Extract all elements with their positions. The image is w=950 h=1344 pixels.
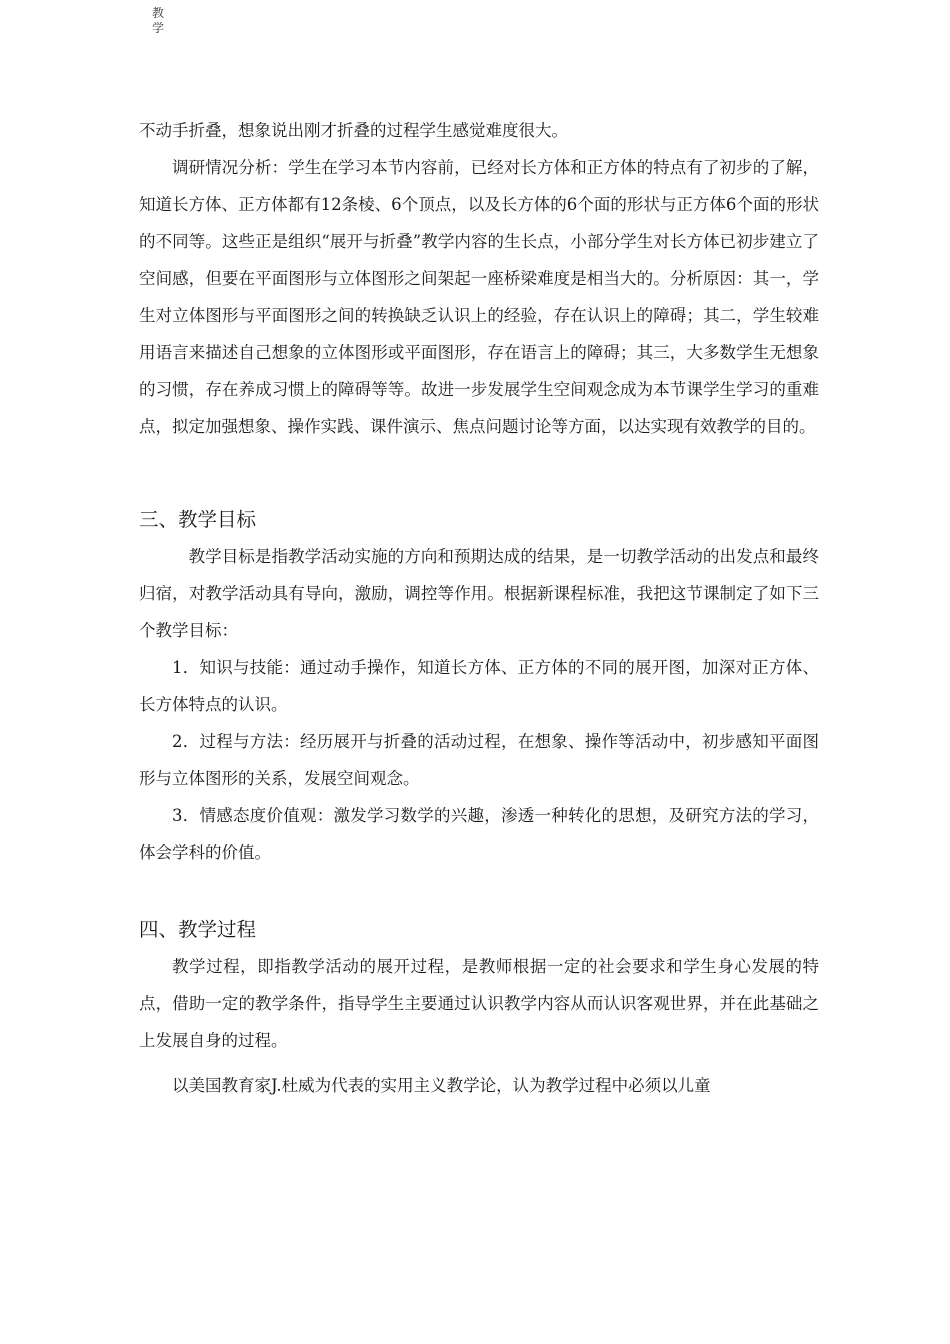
paragraph-dewey: 以美国教育家J.杜威为代表的实用主义教学论，认为教学过程中必须以儿童 — [172, 1076, 711, 1095]
section-heading-teaching-process: 四、教学过程 — [139, 918, 257, 941]
goal-item-process: 2．过程与方法：经历展开与折叠的活动过程，在想象、操作等活动中，初步感知平面图形与立体图形的关系，发展空间观念。 — [139, 732, 819, 788]
paragraph-continuation: 不动手折叠，想象说出刚才折叠的过程学生感觉难度很大。 — [139, 121, 568, 140]
paragraph-process-definition: 教学过程，即指教学活动的展开过程，是教师根据一定的社会要求和学生身心发展的特点，借助一定的教学条件，指导学生主要通过认识教学内容从而认识客观世界，并在此基础之上发展自身的过程。 — [139, 957, 819, 1050]
goal-item-knowledge: 1．知识与技能：通过动手操作，知道长方体、正方体的不同的展开图，加深对正方体、长方体特点的认识。 — [139, 658, 819, 714]
paragraph-spacer — [139, 1059, 819, 1067]
section-heading-teaching-goals: 三、教学目标 — [139, 508, 257, 531]
section-spacer — [139, 445, 819, 501]
paragraph-survey-analysis: 调研情况分析：学生在学习本节内容前，已经对长方体和正方体的特点有了初步的了解，知道长方体、正方体都有12条棱、6个顶点，以及长方体的6个面的形状与正方体6个面的形状的不同等。这些正是组织“展开与折叠”教学内容的生长点，小部分学生对长方体已初步建立了空间感，但要在平面图形与立体图形之间架起一座桥梁难度是相当大的。分析原因：其一，学生对立体图形与平面图形之间的转换缺乏认识上的经验，存在认识上的障碍；其二，学生较难用语言来描述自己想象的立体图形或平面图形，存在语言上的障碍；其三，大多数学生无想象的习惯，存在养成习惯上的障碍等等。故进一步发展学生空间观念成为本节课学生学习的重难点，拟定加强想象、操作实践、课件演示、焦点问题讨论等方面，以达实现有效教学的目的。 — [139, 158, 819, 436]
document-body — [139, 112, 819, 1104]
header-mark-line2: 学 — [152, 21, 165, 35]
header-mark — [152, 6, 168, 36]
goal-item-emotion: 3．情感态度价值观：激发学习数学的兴趣，渗透一种转化的思想，及研究方法的学习，体会学科的价值。 — [139, 806, 819, 862]
section-spacer — [139, 871, 819, 911]
paragraph-goals-intro: 教学目标是指教学活动实施的方向和预期达成的结果，是一切教学活动的出发点和最终归宿，对教学活动具有导向，激励，调控等作用。根据新课程标准，我把这节课制定了如下三个教学目标： — [139, 547, 819, 640]
header-mark-line1: 教 — [152, 6, 165, 20]
